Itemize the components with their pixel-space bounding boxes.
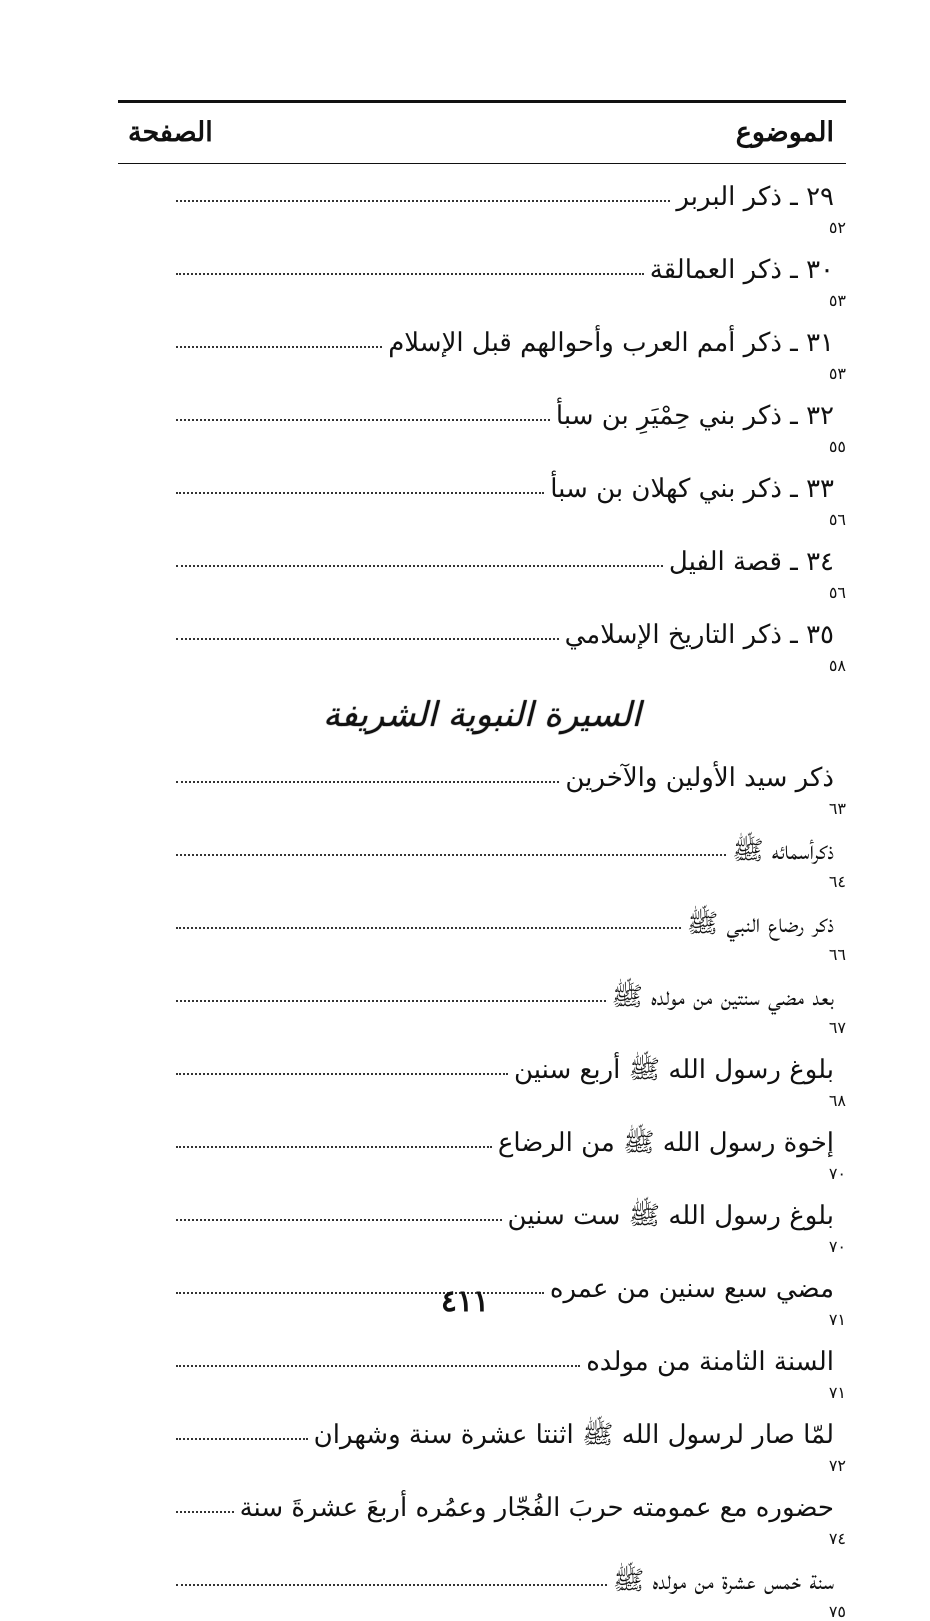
- toc-entry-title: حضوره مع عمومته حربَ الفُجّار وعمُره أربعَ عشرةَ سنة: [239, 1493, 834, 1523]
- toc-entry-row: [118, 891, 846, 945]
- dot-leader: [176, 637, 559, 640]
- page-number: ٤١١: [440, 1284, 490, 1319]
- dot-leader: [176, 272, 644, 275]
- toc-entry-row: [118, 1037, 846, 1091]
- toc-entry-row: [118, 456, 846, 510]
- toc-entry-row: [118, 310, 846, 364]
- toc-entry-title: ٣٥ ـ ذكر التاريخ الإسلامي: [564, 620, 834, 650]
- toc-header: [118, 117, 846, 163]
- toc-entry: [118, 529, 846, 602]
- toc-entry-row: [118, 602, 846, 656]
- dot-leader: [176, 199, 670, 202]
- dot-leader: [176, 999, 606, 1002]
- dot-leader: [176, 780, 559, 783]
- topic-column-header: الموضوع: [735, 117, 834, 148]
- dot-leader: [176, 345, 382, 348]
- toc-entry: [118, 383, 846, 456]
- toc-entry-row: [118, 964, 846, 1018]
- toc-entry-row: [118, 1475, 846, 1529]
- toc-entry: [118, 818, 846, 891]
- dot-leader: [176, 1364, 580, 1367]
- toc-entry-title: إخوة رسول الله ﷺ من الرضاع: [497, 1128, 834, 1158]
- toc-entry-row: [118, 164, 846, 218]
- toc-entry-row: [118, 1110, 846, 1164]
- toc-entry-title: بعد مضي سنتين من مولده ﷺ: [611, 982, 834, 1012]
- toc-entry-title: ٣٤ ـ قصة الفيل: [668, 547, 834, 577]
- toc-entry-page: ٥٦: [828, 510, 846, 529]
- toc-entry-page: ٦٣: [828, 799, 846, 818]
- toc-entry-row: [118, 237, 846, 291]
- toc-entry-title: ٣٠ ـ ذكر العمالقة: [649, 255, 834, 285]
- dot-leader: [176, 1218, 502, 1221]
- toc-entry-page: ٥٢: [828, 218, 846, 237]
- toc-entry-title: السنة الثامنة من مولده: [586, 1347, 834, 1377]
- dot-leader: [176, 1583, 607, 1586]
- toc-entry-title: ٣٣ ـ ذكر بني كهلان بن سبأ: [550, 474, 834, 504]
- toc-entry-title: ٢٩ ـ ذكر البربر: [676, 182, 834, 212]
- toc-entry-title: ذكر سيد الأولين والآخرين: [565, 763, 834, 793]
- toc-entry-title: مضي سبع سنين من عمره: [549, 1274, 834, 1304]
- toc-entry-title: ذكرأسمائه ﷺ: [732, 836, 834, 866]
- toc-entry-page: ٧٢: [828, 1456, 846, 1475]
- dot-leader: [176, 926, 681, 929]
- dot-leader: [176, 491, 544, 494]
- toc-entry: [118, 310, 846, 383]
- toc-entry: [118, 1402, 846, 1475]
- toc-entry: [118, 1548, 846, 1621]
- toc-entry-page: ٥٨: [828, 656, 846, 675]
- toc-entry-page: ٥٦: [828, 583, 846, 602]
- toc-entry-row: [118, 1548, 846, 1602]
- toc-entry: [118, 1037, 846, 1110]
- toc-entry: [118, 602, 846, 675]
- dot-leader: [176, 1510, 234, 1513]
- toc-entry: [118, 237, 846, 310]
- toc-entry-page: ٥٣: [828, 291, 846, 310]
- dot-leader: [176, 1072, 508, 1075]
- toc-entry-title: ذكر رضاع النبي ﷺ: [686, 909, 834, 939]
- dot-leader: [176, 564, 663, 567]
- toc-entry: [118, 456, 846, 529]
- toc-entry-page: ٧٠: [828, 1164, 846, 1183]
- toc-entry-title: ٣٢ ـ ذكر بني حِمْيَرِ بن سبأ: [555, 401, 834, 431]
- toc-entry-page: ٧١: [828, 1383, 846, 1402]
- toc-entry: [118, 164, 846, 237]
- page-column-header: الصفحة: [128, 117, 213, 148]
- toc-entry-page: ٧١: [828, 1310, 846, 1329]
- toc-entries-part-1: [118, 164, 846, 675]
- toc-entry-row: [118, 745, 846, 799]
- dot-leader: [176, 418, 550, 421]
- top-rule: [118, 100, 846, 103]
- toc-entry-row: [118, 1329, 846, 1383]
- toc-entry: [118, 891, 846, 964]
- section-title: [118, 685, 846, 745]
- toc-entries-part-2: [118, 745, 846, 1621]
- toc-entry-row: [118, 818, 846, 872]
- dot-leader: [176, 853, 726, 856]
- toc-entry-row: [118, 529, 846, 583]
- toc-entry-page: ٥٥: [828, 437, 846, 456]
- dot-leader: [176, 1145, 492, 1148]
- toc-entry: [118, 1110, 846, 1183]
- toc-entry-page: ٧٥: [828, 1602, 846, 1621]
- toc-entry-row: [118, 1402, 846, 1456]
- toc-entry-page: ٧٠: [828, 1237, 846, 1256]
- toc-entry: [118, 1475, 846, 1548]
- toc-entry-row: [118, 383, 846, 437]
- toc-entry-page: ٦٧: [828, 1018, 846, 1037]
- toc-entry: [118, 745, 846, 818]
- toc-entry-row: [118, 1183, 846, 1237]
- toc-entry: [118, 964, 846, 1037]
- toc-entry-page: ٧٤: [828, 1529, 846, 1548]
- dot-leader: [176, 1437, 308, 1440]
- toc-entry-title: بلوغ رسول الله ﷺ ست سنين: [507, 1201, 834, 1231]
- toc-entry-title: لمّا صار لرسول الله ﷺ اثنتا عشرة سنة وشهران: [313, 1420, 834, 1450]
- toc-entry-page: ٥٣: [828, 364, 846, 383]
- toc-entry-page: ٦٤: [828, 872, 846, 891]
- section-title-text: السيرة النبوية الشريفة: [323, 685, 641, 746]
- toc-entry: [118, 1329, 846, 1402]
- toc-entry-title: بلوغ رسول الله ﷺ أربع سنين: [514, 1055, 834, 1085]
- toc-entry-page: ٦٨: [828, 1091, 846, 1110]
- toc-entry-page: ٦٦: [828, 945, 846, 964]
- toc-entry: [118, 1183, 846, 1256]
- toc-entry-title: سنة خمس عشرة من مولده ﷺ: [612, 1566, 834, 1596]
- toc-entry-title: ٣١ ـ ذكر أمم العرب وأحوالهم قبل الإسلام: [388, 328, 834, 358]
